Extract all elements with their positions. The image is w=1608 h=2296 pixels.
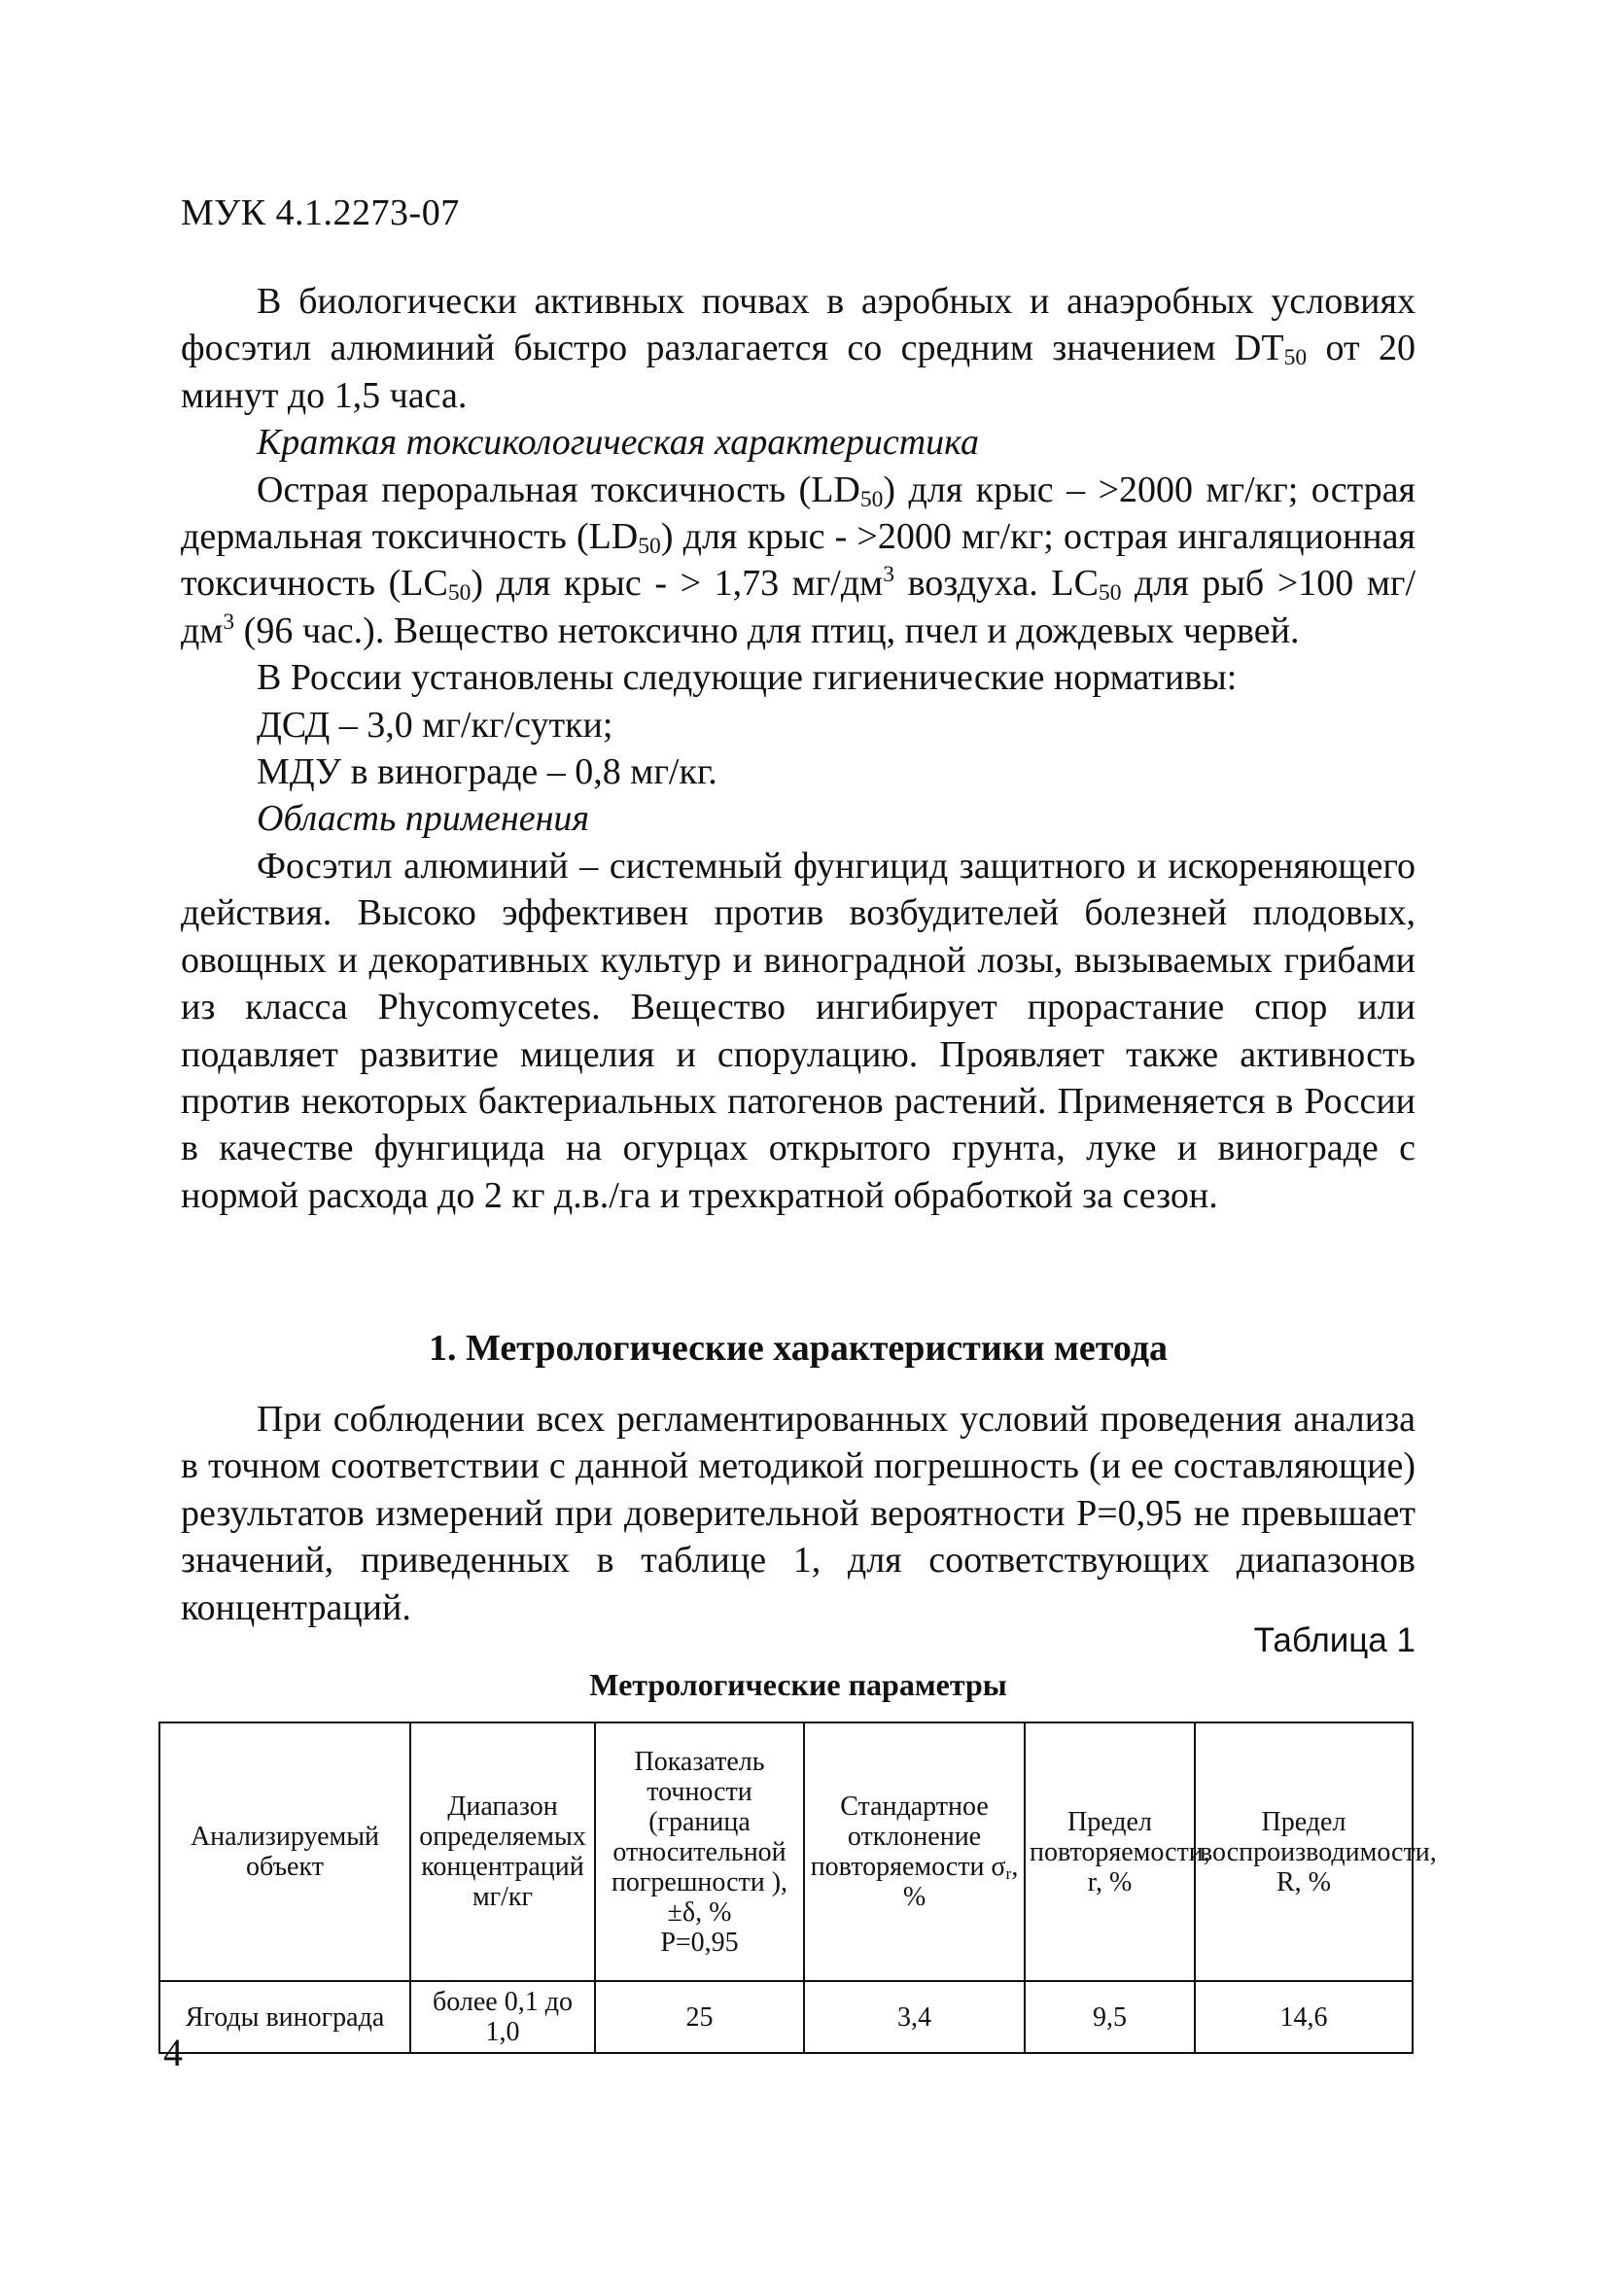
cell-object: Ягоды винограда xyxy=(159,1981,410,2053)
header-object: Анализируемый объект xyxy=(159,1722,410,1981)
header-repeatability: Предел повторяемости, r, % xyxy=(1025,1722,1195,1981)
tox-text-e: воздуха. LC xyxy=(894,563,1099,605)
scope-title: Область применения xyxy=(257,798,590,840)
lc50-subscript-2: 50 xyxy=(1098,580,1122,607)
intro-block xyxy=(181,278,1416,1219)
metrology-table xyxy=(158,1722,1437,2054)
toxicology-title: Краткая токсикологическая характеристика xyxy=(257,422,979,464)
tox-text-b: ) для крыс – >2000 мг/кг; острая дермальная токсичность (LD xyxy=(181,469,1416,558)
section-heading: 1. Метрологические характеристики метода xyxy=(428,1328,1169,1369)
toxicology-paragraph xyxy=(181,467,1416,655)
dm3-superscript-2: 3 xyxy=(223,609,235,635)
header-range: Диапазон определяемых концентраций мг/кг xyxy=(410,1722,595,1981)
table-label: Таблица 1 xyxy=(1253,1621,1416,1659)
header-accuracy-text: Показатель точности (граница относительной погрешности ), ±δ, % xyxy=(611,1746,788,1928)
header-accuracy xyxy=(595,1722,804,1981)
table-title: Метрологические параметры xyxy=(589,1667,1007,1702)
header-accuracy-probability: Р=0,95 xyxy=(660,1927,739,1958)
ld50-subscript-1: 50 xyxy=(859,486,884,512)
header-std-percent: , % xyxy=(902,1852,1019,1912)
norms-intro: В России установлены следующие гигиенические нормативы: xyxy=(257,657,1238,699)
cell-accuracy: 25 xyxy=(595,1981,804,2053)
header-std-text: Стандартное отклонение повторяемости σ xyxy=(810,1792,1006,1882)
cell-range: более 0,1 до 1,0 xyxy=(410,1981,595,2053)
dm3-superscript-1: 3 xyxy=(883,562,895,588)
section-paragraph: При соблюдении всех регламентированных условий проведения анализа в точном соответствии с данной методикой погрешность (и ее составляющие) результатов измерений при доверительной вероятности Р=0,95 не превышает значений, приведенных в таблице 1, для соответствующих диапазонов концентраций. xyxy=(181,1399,1416,1628)
section-block xyxy=(181,1396,1416,1631)
soil-paragraph xyxy=(181,278,1416,419)
cell-reproducibility: 14,6 xyxy=(1195,1981,1413,2053)
cell-repeatability: 9,5 xyxy=(1025,1981,1195,2053)
document-code: МУК 4.1.2273-07 xyxy=(181,192,460,233)
scope-paragraph: Фосэтил алюминий – системный фунгицид защитного и искореняющего действия. Высоко эффективен против возбудителей болезней плодовых, овощных и декоративных культур и виноградной лозы, вызываемых грибами из класса Phycomycetes. Вещество ингибирует прорастание спор или подавляет развитие мицелия и спорулацию. Проявляет также активность против некоторых бактериальных патогенов растений. Применяется в России в качестве фунгицида на огурцах открытого грунта, луке и винограде с нормой расхода до 2 кг д.в./га и трехкратной обработкой за сезон. xyxy=(181,845,1416,1216)
tox-text-d: ) для крыс - > 1,73 мг/дм xyxy=(471,563,884,605)
lc50-subscript-1: 50 xyxy=(447,580,472,607)
tox-text-c: ) для крыс - >2000 мг/кг; острая ингаляционная токсичность (LC xyxy=(181,516,1416,605)
header-std-deviation xyxy=(804,1722,1025,1981)
ld50-subscript-2: 50 xyxy=(638,534,661,560)
cell-std: 3,4 xyxy=(804,1981,1025,2053)
header-reproducibility: Предел воспроизводимости, R, % xyxy=(1195,1722,1413,1981)
tox-text-f: для рыб >100 мг/дм xyxy=(181,563,1416,651)
page-number: 4 xyxy=(163,2031,183,2074)
norm-item-mdu: МДУ в винограде – 0,8 мг/кг. xyxy=(257,751,717,793)
norm-item-dsd: ДСД – 3,0 мг/кг/сутки; xyxy=(257,704,613,746)
soil-text: В биологически активных почвах в аэробных и анаэробных условиях фосэтил алюминий быстро разлагается со средним значением DT xyxy=(181,281,1416,369)
table-row xyxy=(159,1981,1413,2053)
dt50-subscript: 50 xyxy=(1283,345,1308,371)
tox-text-a: Острая пероральная токсичность (LD xyxy=(257,469,860,510)
table-header-row xyxy=(159,1722,1413,1981)
header-std-subscript: r xyxy=(1005,1863,1012,1883)
soil-text-end: от 20 минут до 1,5 часа. xyxy=(181,328,1416,416)
tox-text-g: (96 час.). Вещество нетоксично для птиц, пчел и дождевых червей. xyxy=(234,609,1300,651)
